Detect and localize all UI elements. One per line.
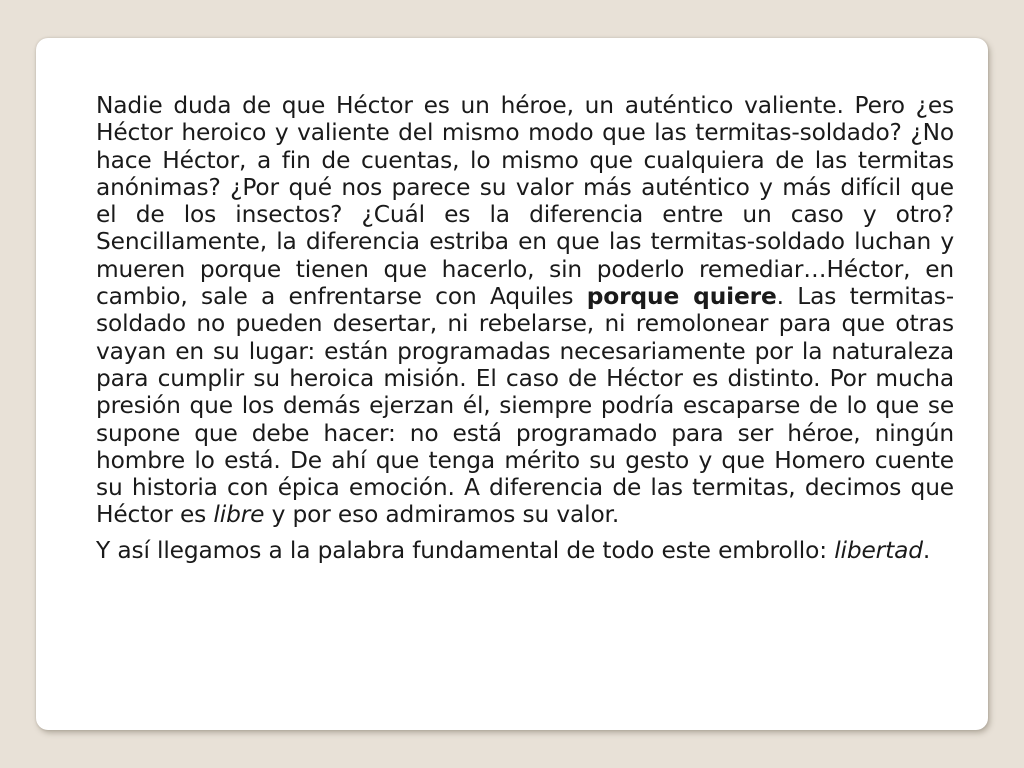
paragraph-hector [96, 92, 954, 529]
paragraph-1-text-2: . Las termitas-soldado no pueden desertar, ni rebelarse, ni remolonear para que otras vayan en su lugar: están programadas necesariamente por la naturaleza para cumplir su heroica misión. El caso de Héctor es distinto. Por mucha presión que los demás ejerzan él, siempre podría escaparse de lo que se supone que debe hacer: no está programado para ser héroe, ningún hombre lo está. De ahí que tenga mérito su gesto y que Homero cuente su historia con épica emoción. A diferencia de las termitas, decimos que Héctor es [96, 283, 954, 529]
paragraph-libertad [96, 537, 954, 564]
paragraph-1-text-3: y por eso admiramos su valor. [264, 501, 620, 529]
bold-phrase-porque-quiere: porque quiere [586, 283, 777, 311]
slide-text-block [96, 92, 954, 564]
paragraph-2-text-2: . [922, 536, 931, 564]
slide-card [36, 38, 988, 730]
italic-word-libertad: libertad [834, 536, 923, 564]
paragraph-1-text-1: Nadie duda de que Héctor es un héroe, un auténtico valiente. Pero ¿es Héctor heroico y valiente del mismo modo que las termitas-soldado? ¿No hace Héctor, a fin de cuentas, lo mismo que cualquiera de las termitas anónimas? ¿Por qué nos parece su valor más auténtico y más difícil que el de los insectos? ¿Cuál es la diferencia entre un caso y otro? Sencillamente, la diferencia estriba en que las termitas-soldado luchan y mueren porque tienen que hacerlo, sin poderlo remediar…Héctor, en cambio, sale a enfrentarse con Aquiles [96, 92, 954, 311]
paragraph-2-text-1: Y así llegamos a la palabra fundamental de todo este embrollo: [96, 536, 835, 564]
italic-word-libre: libre [213, 501, 265, 529]
